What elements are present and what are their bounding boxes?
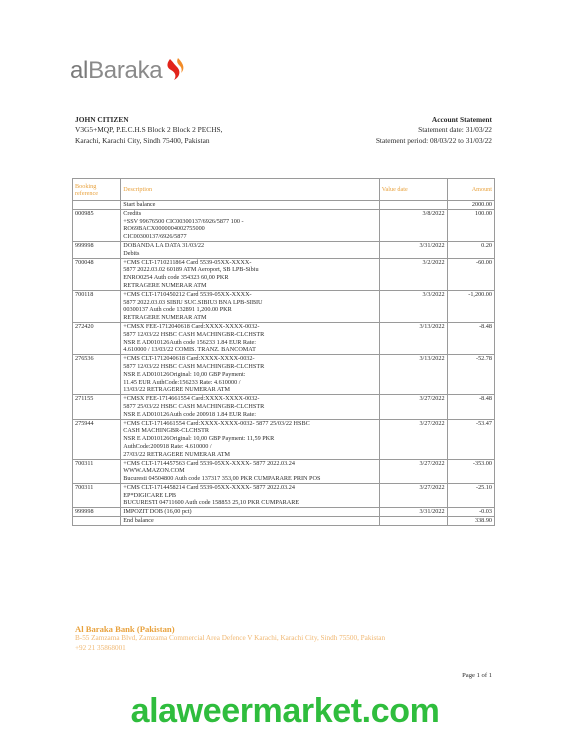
cell-amount: 100.00: [447, 209, 494, 241]
cell-amount: -8.48: [447, 395, 494, 419]
cell-amount: -1,200.00: [447, 290, 494, 322]
description-line: NSR E AD010126Auth code 156233 1.84 EUR Rate:: [123, 338, 256, 346]
description-line: +CMS CLT-1714457563 Card 5539-05XX-XXXX- 5877 2022.03.24: [123, 459, 295, 467]
cell-description: [121, 241, 379, 258]
description-line: NSR E AD010126Original: 10,00 GBP Payment:: [123, 370, 246, 378]
cell-description: [121, 517, 379, 526]
cell-value-date: 3/31/2022: [379, 241, 447, 258]
cell-amount: 2000.00: [447, 201, 494, 210]
description-line: 5877 25/03/22 HSBC CASH MACHINGBR-CLCHSTR: [123, 402, 265, 410]
description-line: 5877 2022.03.02 60189 ATM Aeroport, SB LPB-Sibiu: [123, 266, 259, 274]
cell-booking-reference: [73, 201, 121, 210]
description-line: 5877 12/03/22 HSBC CASH MACHINGBR-CLCHSTR: [123, 362, 265, 370]
page-number: Page 1 of 1: [462, 672, 492, 679]
watermark: alaweermarket.com: [130, 692, 440, 730]
table-row: [73, 483, 495, 507]
statement-period: Statement period: 08/03/22 to 31/03/22: [375, 135, 492, 145]
table-row: [73, 322, 495, 354]
cell-amount: -53.47: [447, 419, 494, 459]
cell-value-date: 3/3/2022: [379, 290, 447, 322]
transactions-table: [72, 178, 495, 526]
table-row: [73, 508, 495, 517]
description-line: CIC00300137/6926/5877: [123, 233, 187, 241]
cell-value-date: [379, 201, 447, 210]
cell-value-date: 3/27/2022: [379, 395, 447, 419]
cell-booking-reference: 700311: [73, 459, 121, 483]
cell-booking-reference: 700311: [73, 483, 121, 507]
description-line: Credits: [123, 209, 142, 217]
statement-title: Account Statement: [431, 115, 492, 124]
description-line: 27/03/22 RETRAGERE NUMERAR ATM: [123, 450, 231, 458]
bank-logo: [70, 56, 186, 84]
table-header-row: [73, 179, 495, 201]
description-line: +SSV 99676500 CIC00300137/6926/5877 100 -: [123, 217, 244, 225]
table-row: [73, 419, 495, 459]
description-line: +CMS CLT-1714458214 Card 5539-05XX-XXXX- 5877 2022.03.24: [123, 483, 295, 491]
description-line: EP*DIGICARE LPB: [123, 491, 177, 499]
table-row: [73, 290, 495, 322]
description-line: 13/03/22 RETRAGERE NUMERAR ATM: [123, 386, 231, 394]
cell-booking-reference: [73, 517, 121, 526]
cell-description: [121, 483, 379, 507]
cell-booking-reference: 700118: [73, 290, 121, 322]
cell-value-date: 3/13/2022: [379, 322, 447, 354]
cell-amount: -0.03: [447, 508, 494, 517]
cell-description: [121, 209, 379, 241]
bank-footer: [75, 625, 385, 653]
logo-flame-icon: [164, 56, 186, 82]
cell-description: [121, 395, 379, 419]
cell-amount: -60.00: [447, 258, 494, 290]
description-line: 5877 12/03/22 HSBC CASH MACHINGBR-CLCHSTR: [123, 330, 265, 338]
table-row: [73, 517, 495, 526]
header-description: Description: [121, 179, 379, 201]
cell-description: [121, 290, 379, 322]
table-row: [73, 459, 495, 483]
cell-amount: -8.48: [447, 322, 494, 354]
footer-address: B-55 Zamzama Blvd, Zamzama Commercial Area Defence V Karachi, Karachi City, Sindh 75500, Pakistan: [75, 634, 386, 643]
cell-booking-reference: 999998: [73, 508, 121, 517]
cell-amount: -353.00: [447, 459, 494, 483]
description-line: 4.610000 / 13/03/22 COMIS. TRANZ. BANCOMAT: [123, 346, 256, 354]
description-line: NSR E AD010126Auth code 200918 1.84 EUR Rate:: [123, 410, 256, 418]
cell-description: [121, 322, 379, 354]
cell-value-date: 3/27/2022: [379, 459, 447, 483]
cell-value-date: [379, 517, 447, 526]
description-line: CASH MACHINGBR-CLCHSTR: [123, 427, 210, 435]
statement-info-block: [376, 115, 492, 146]
description-line: Bucuresti 04504800 Auth code 137317 353,00 PKR CUMPARARE PRIN POS: [123, 475, 321, 483]
footer-bank-name: Al Baraka Bank (Pakistan): [75, 624, 175, 634]
header-amount: Amount: [447, 179, 494, 201]
cell-booking-reference: 700048: [73, 258, 121, 290]
cell-value-date: 3/31/2022: [379, 508, 447, 517]
holder-name: JOHN CITIZEN: [75, 115, 129, 124]
cell-description: [121, 459, 379, 483]
table-row: [73, 355, 495, 395]
cell-booking-reference: 999998: [73, 241, 121, 258]
description-line: Start balance: [123, 201, 156, 208]
description-line: RETRAGERE NUMERAR ATM: [123, 281, 207, 289]
cell-description: [121, 355, 379, 395]
cell-booking-reference: 275944: [73, 419, 121, 459]
header-value-date: Value date: [379, 179, 447, 201]
cell-amount: 338.90: [447, 517, 494, 526]
cell-amount: 0.20: [447, 241, 494, 258]
description-line: +CMSX FEE-1712040618 Card:XXXX-XXXX-0032-: [123, 322, 260, 330]
cell-value-date: 3/27/2022: [379, 419, 447, 459]
cell-description: [121, 508, 379, 517]
description-line: RETRAGERE NUMERAR ATM: [123, 314, 207, 322]
table-row: [73, 241, 495, 258]
description-line: 00300137 Auth code 132891 1,200.00 PKR: [123, 306, 232, 314]
table-row: [73, 258, 495, 290]
table-row: [73, 201, 495, 210]
footer-phone: +92 21 35868001: [75, 643, 126, 652]
cell-booking-reference: 000985: [73, 209, 121, 241]
description-line: DOBANDA LA DATA 31/03/22: [123, 241, 205, 249]
description-line: Debits: [123, 249, 140, 257]
description-line: AuthCode:200918 Rate: 4.610000 /: [123, 442, 212, 450]
cell-amount: -52.78: [447, 355, 494, 395]
cell-amount: -25.10: [447, 483, 494, 507]
description-line: ENRO0254 Auth code 354323 60,00 PKR: [123, 274, 229, 282]
description-line: +CMS CLT-1710450212 Card 5539-05XX-XXXX-: [123, 290, 252, 298]
cell-description: [121, 201, 379, 210]
table-row: [73, 395, 495, 419]
description-line: 11.45 EUR AuthCode:156233 Rate: 4.610000 /: [123, 378, 241, 386]
account-holder-block: [75, 115, 223, 146]
cell-value-date: 3/2/2022: [379, 258, 447, 290]
description-line: 5877 2022.03.03 SIBIU SUC.SIBIU3 BNA LPB-SIBIU: [123, 298, 263, 306]
description-line: +CMS CLT-1710211864 Card 5539-05XX-XXXX-: [123, 258, 252, 266]
description-line: RO69BACX0000004002755000: [123, 225, 205, 233]
cell-booking-reference: 271155: [73, 395, 121, 419]
holder-address-line1: V3G5+MQP, P.E.C.H.S Block 2 Block 2 PECHS,: [75, 125, 223, 135]
logo-wordmark: alBaraka: [70, 57, 163, 84]
description-line: +CMS CLT-1712040618 Card:XXXX-XXXX-0032-: [123, 355, 255, 363]
cell-booking-reference: 272420: [73, 322, 121, 354]
cell-booking-reference: 276536: [73, 355, 121, 395]
cell-description: [121, 419, 379, 459]
description-line: End balance: [123, 517, 154, 525]
description-line: NSR E AD010126Original: 10,00 GBP Payment: 11,59 PKR: [123, 435, 275, 443]
header-booking-reference: Booking reference: [73, 179, 121, 201]
cell-value-date: 3/13/2022: [379, 355, 447, 395]
cell-value-date: 3/27/2022: [379, 483, 447, 507]
cell-value-date: 3/8/2022: [379, 209, 447, 241]
statement-date: Statement date: 31/03/22: [418, 125, 492, 135]
description-line: +CMS CLT-1714661554 Card:XXXX-XXXX-0032- 5877 25/03/22 HSBC: [123, 419, 310, 427]
table-row: [73, 209, 495, 241]
description-line: BUCURESTI 04711600 Auth code 158853 25,10 PKR CUMPARARE: [123, 499, 300, 507]
description-line: IMPOZIT DOB (16,00 pct): [123, 508, 192, 516]
description-line: +CMSX FEE-1714661554 Card:XXXX-XXXX-0032-: [123, 395, 260, 403]
holder-address-line2: Karachi, Karachi City, Sindh 75400, Pakistan: [75, 135, 210, 145]
description-line: WWW.AMAZON.COM: [123, 467, 185, 475]
cell-description: [121, 258, 379, 290]
